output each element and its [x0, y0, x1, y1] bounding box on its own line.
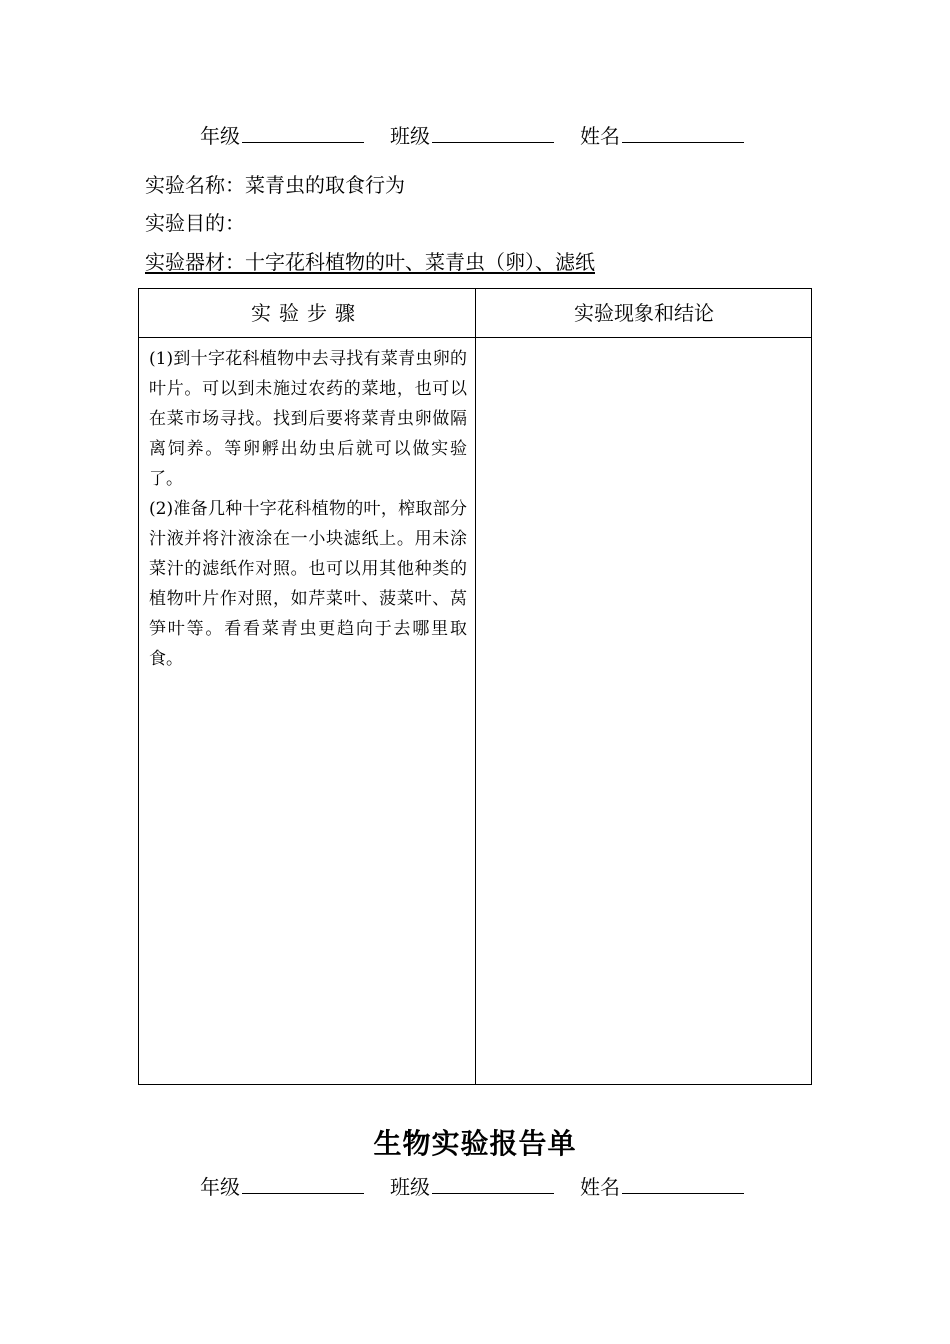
report-title: 生物实验报告单 [373, 1127, 577, 1160]
header-result: 实验现象和结论 [574, 301, 714, 325]
report-table [138, 288, 812, 1085]
header-divider [139, 337, 811, 338]
name-field-2 [580, 1171, 744, 1202]
grade-blank-2[interactable] [242, 1171, 364, 1194]
grade-label: 年级 [200, 124, 240, 148]
class-label: 班级 [390, 124, 430, 148]
steps-cell [149, 344, 467, 674]
name-label: 姓名 [580, 124, 620, 148]
name-blank[interactable] [622, 120, 744, 143]
name-field [580, 120, 744, 151]
grade-field [200, 120, 364, 151]
class-field-2 [390, 1171, 554, 1202]
name-label-2: 姓名 [580, 1175, 620, 1199]
class-blank-2[interactable] [432, 1171, 554, 1194]
experiment-name: 实验名称：菜青虫的取食行为 [145, 173, 405, 197]
step-1: (1)到十字花科植物中去寻找有菜青虫卵的叶片。可以到未施过农药的菜地，也可以在菜市场寻找。找到后要将菜青虫卵做隔离饲养。等卵孵出幼虫后就可以做实验了。 [149, 349, 467, 489]
step-2: (2)准备几种十字花科植物的叶，榨取部分汁液并将汁液涂在一小块滤纸上。用未涂菜汁的滤纸作对照。也可以用其他种类的植物叶片作对照，如芹菜叶、菠菜叶、莴笋叶等。看看菜青虫更趋向于去哪里取食。 [149, 499, 467, 669]
class-field [390, 120, 554, 151]
grade-field-2 [200, 1171, 364, 1202]
header-steps: 实验步骤 [251, 301, 363, 325]
name-blank-2[interactable] [622, 1171, 744, 1194]
grade-blank[interactable] [242, 120, 364, 143]
student-info-line-2 [200, 1171, 760, 1201]
grade-label-2: 年级 [200, 1175, 240, 1199]
class-label-2: 班级 [390, 1175, 430, 1199]
student-info-line [200, 120, 760, 150]
column-divider [475, 289, 476, 1084]
class-blank[interactable] [432, 120, 554, 143]
experiment-materials: 实验器材：十字花科植物的叶、菜青虫（卵）、滤纸 [145, 250, 595, 274]
experiment-purpose: 实验目的： [145, 211, 245, 235]
